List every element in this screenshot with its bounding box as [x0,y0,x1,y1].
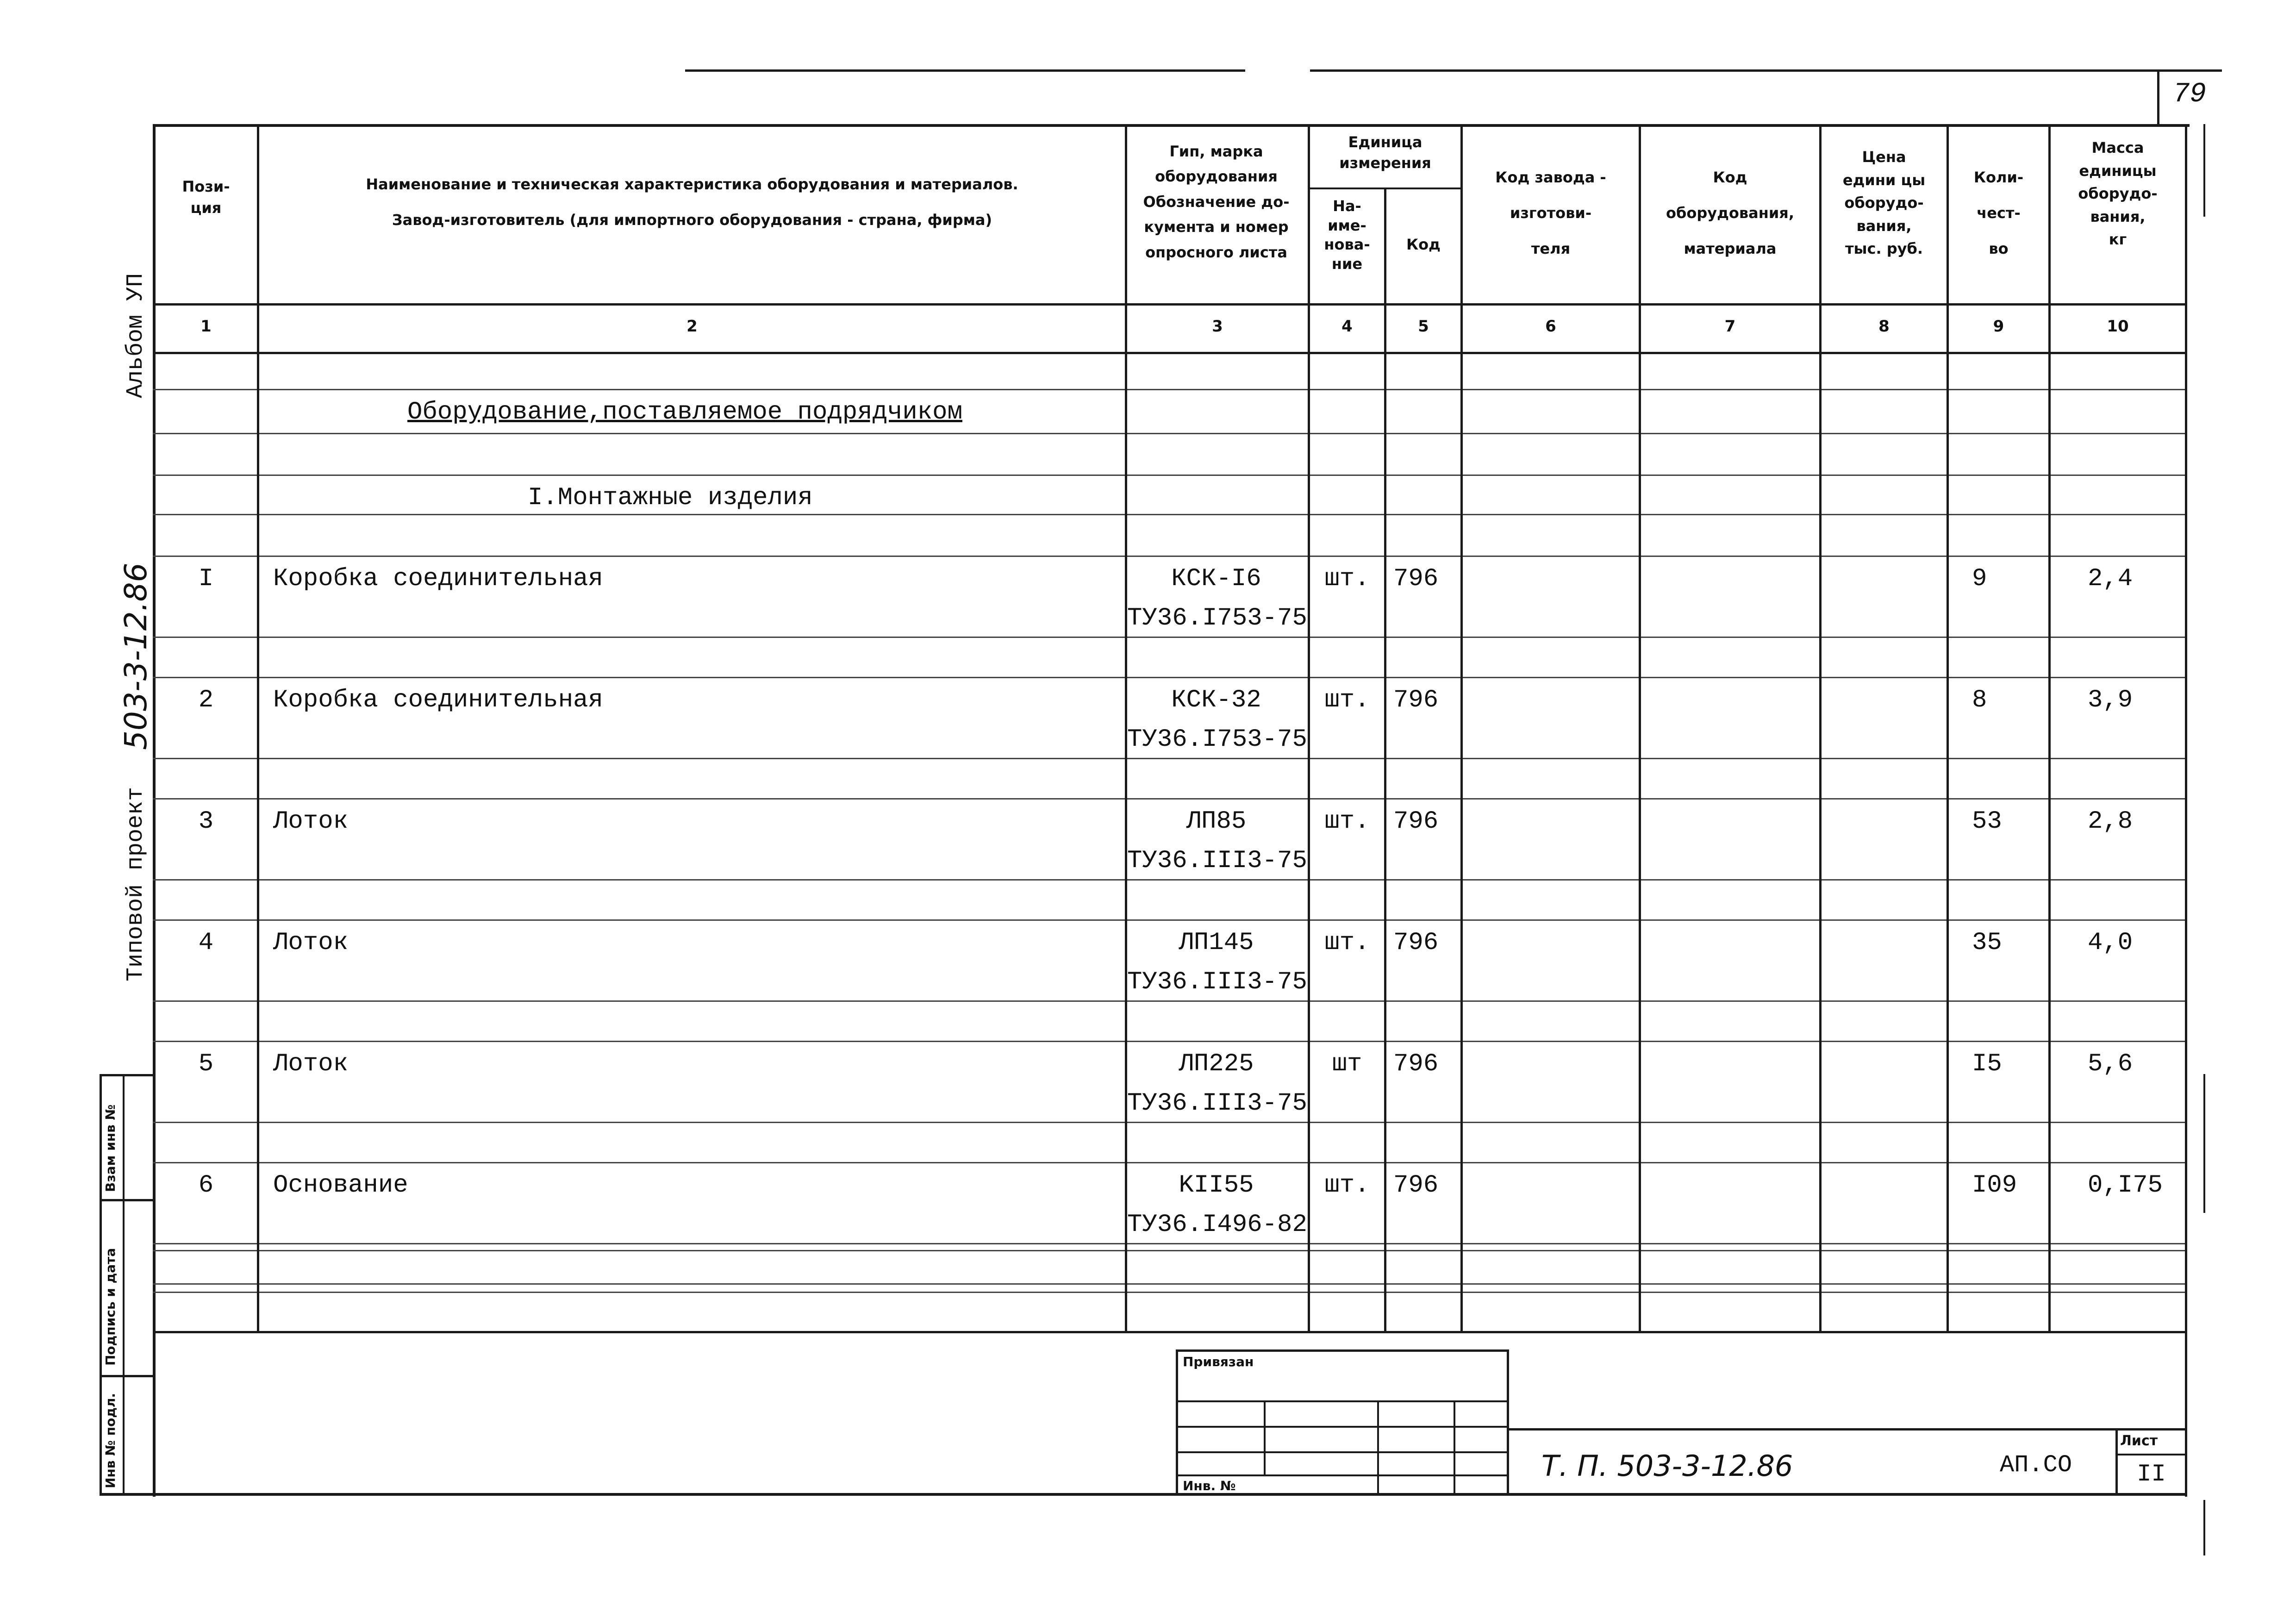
bound-line-1 [1176,1400,1509,1402]
row-4-name: Лоток [273,929,349,957]
page-number: 79 [2172,79,2206,110]
row-separator [153,798,2185,800]
row-3-qty: 53 [1972,807,2002,836]
bound-box-right [1507,1349,1509,1495]
subsection-title: I.Монтажные изделия [528,484,813,512]
bound-vdiv-3 [1454,1400,1455,1495]
title-block-top [1507,1428,2187,1430]
frame-top [153,124,2190,127]
col-divider-9 [2048,124,2051,1332]
row-1-pos: I [198,565,214,593]
header-price: Цена едини цы оборудо- вания, тыс. руб. [1842,148,1926,258]
row-separator [153,1283,2185,1285]
row-1-name: Коробка соединительная [273,565,603,593]
row-2-code: 796 [1393,686,1439,714]
page-number-box-top [2157,69,2222,72]
row-3-mass: 2,8 [2088,807,2133,836]
row-4-mass: 4,0 [2088,929,2133,957]
row-5-pos: 5 [198,1050,214,1078]
row-1-mass: 2,4 [2088,565,2133,593]
left-stamp-div-2 [100,1375,155,1377]
row-separator [153,433,2185,434]
row-4-qty: 35 [1972,929,2002,957]
row-6-qty: I09 [1972,1171,2017,1199]
row-separator [153,758,2185,759]
header-equipment-code: Код оборудования, материала [1666,169,1794,257]
colnum-3: 3 [1212,317,1223,336]
row-5-doc: ТУ36.III3-75 [1127,1089,1307,1118]
row-separator [153,1122,2185,1123]
frame-bottom [100,1493,2187,1496]
row-5-qty: I5 [1972,1050,2002,1078]
row-5-name: Лоток [273,1050,349,1078]
colnum-10: 10 [2107,317,2129,336]
row-separator [153,879,2185,881]
left-stamp-top [100,1074,155,1076]
row-4-unit: шт. [1324,929,1370,957]
table-bottom-line [153,1331,2185,1333]
row-3-doc: ТУ36.III3-75 [1127,847,1307,875]
header-unit-code: Код [1406,236,1441,253]
row-6-name: Основание [273,1171,408,1199]
row-2-type: КСК-32 [1171,686,1261,714]
doc-code: АП.СО [2000,1451,2072,1479]
frame-left [153,124,156,1497]
header-unit-name: На- име- нова- ние [1324,197,1370,273]
row-1-unit: шт. [1324,565,1370,593]
row-separator [153,1292,2185,1293]
project-label: Типовой проект [123,787,149,981]
row-5-unit: шт [1332,1050,1362,1078]
row-separator [153,1041,2185,1042]
row-separator [153,637,2185,638]
row-4-code: 796 [1393,929,1439,957]
bound-line-2 [1176,1426,1509,1428]
row-2-doc: ТУ36.I753-75 [1127,725,1307,754]
col-divider-8 [1947,124,1949,1332]
designation: Т. П. 503-3-12.86 [1541,1449,1793,1483]
left-stamp-outer [100,1074,102,1495]
sheet-box-divider [2115,1454,2185,1455]
colnum-bottom-line [153,352,2185,354]
row-separator [153,389,2185,390]
col-divider-1 [257,124,259,1332]
row-6-code: 796 [1393,1171,1439,1199]
sheet-number: II [2137,1461,2166,1488]
colnum-1: 1 [200,317,212,336]
row-separator [153,1162,2185,1163]
bound-label: Привязан [1183,1354,1254,1369]
row-1-doc: ТУ36.I753-75 [1127,604,1307,632]
row-6-doc: ТУ36.I496-82 [1127,1211,1307,1239]
frame-right [2185,124,2187,1497]
row-6-type: KII55 [1179,1171,1254,1199]
bound-box-left [1176,1349,1178,1495]
col-divider-3 [1308,124,1310,1332]
header-position: Пози- ция [182,178,230,217]
row-3-pos: 3 [198,807,214,836]
header-name: Наименование и техническая характеристика оборудования и материалов. Завод-изготовитель (для импортного оборудования - страна, фирма) [366,175,1018,229]
row-2-qty: 8 [1972,686,1987,714]
top-rule-right [1310,69,2157,72]
row-separator [153,556,2185,557]
colnum-6: 6 [1545,317,1556,336]
col-divider-7 [1819,124,1822,1332]
colnum-9: 9 [1993,317,2004,336]
row-separator [153,1000,2185,1002]
row-5-type: ЛП225 [1179,1050,1254,1078]
colnum-2: 2 [686,317,698,336]
album-label: Альбом УП [123,273,149,398]
left-stamp-inv-original: Инв № подл. [103,1393,118,1488]
col-divider-4 [1384,187,1386,1331]
row-3-name: Лоток [273,807,349,836]
row-6-unit: шт. [1324,1171,1370,1199]
colnum-8: 8 [1878,317,1890,336]
row-4-type: ЛП145 [1179,929,1254,957]
row-separator [153,514,2185,515]
top-rule-left [685,69,1245,72]
header-type: Гип, марка оборудования Обозначение до- кумента и номер опросного листа [1143,143,1290,261]
row-1-type: КСК-I6 [1171,565,1261,593]
row-2-pos: 2 [198,686,214,714]
row-separator [153,1250,2185,1251]
row-3-unit: шт. [1324,807,1370,836]
left-stamp-inner [123,1074,125,1495]
row-4-doc: ТУ36.III3-75 [1127,968,1307,996]
inv-label: Инв. № [1183,1478,1236,1493]
row-2-mass: 3,9 [2088,686,2133,714]
section-title: Оборудование,поставляемое подрядчиком [407,398,962,426]
row-4-pos: 4 [198,929,214,957]
header-quantity: Коли- чест- во [1973,169,2024,257]
row-1-qty: 9 [1972,565,1987,593]
left-stamp-div-1 [100,1199,155,1201]
left-stamp-replaced-inv: Взам инв № [103,1104,118,1192]
bound-line-4 [1176,1474,1509,1476]
margin-tick-3 [2203,1500,2205,1555]
header-unit-group: Единица измерения [1339,133,1431,172]
sheet-label: Лист [2120,1433,2158,1449]
bound-line-3 [1176,1451,1509,1453]
unit-group-divider [1310,187,1463,189]
project-code-label: 503-3-12.86 [118,562,154,750]
row-separator [153,677,2185,678]
row-1-code: 796 [1393,565,1439,593]
page-number-box-left [2157,69,2159,125]
col-divider-5 [1460,124,1463,1332]
bound-vdiv-2 [1377,1400,1379,1495]
col-divider-6 [1639,124,1641,1332]
left-stamp-signature-date: Подпись и дата [103,1248,118,1366]
margin-tick-1 [2203,124,2205,217]
row-6-pos: 6 [198,1171,214,1199]
row-5-code: 796 [1393,1050,1439,1078]
bound-vdiv-1 [1264,1400,1266,1474]
row-5-mass: 5,6 [2088,1050,2133,1078]
row-separator [153,919,2185,921]
margin-tick-2 [2203,1074,2205,1213]
bound-box-top [1176,1349,1509,1352]
header-bottom-line [153,303,2185,306]
header-mass: Масса единицы оборудо- вания, кг [2078,139,2158,249]
colnum-4: 4 [1341,317,1353,336]
row-6-mass: 0,I75 [2088,1171,2163,1199]
row-separator [153,475,2185,476]
row-2-unit: шт. [1324,686,1370,714]
row-2-name: Коробка соединительная [273,686,603,714]
row-3-type: ЛП85 [1186,807,1247,836]
colnum-5: 5 [1418,317,1429,336]
row-separator [153,1243,2185,1244]
row-3-code: 796 [1393,807,1439,836]
colnum-7: 7 [1724,317,1736,336]
header-plant-code: Код завода - изготови- теля [1495,169,1606,257]
